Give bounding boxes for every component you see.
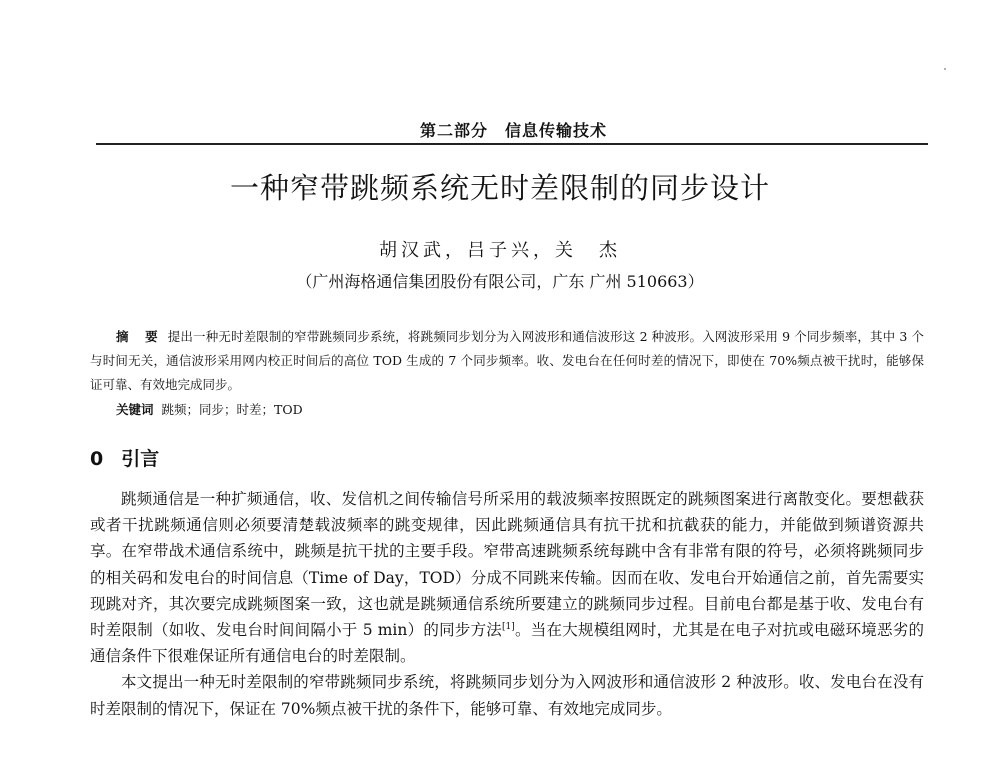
author-affiliation: （广州海格通信集团股份有限公司，广东 广州 510663） xyxy=(296,272,704,291)
paragraph-1-text-a: 跳频通信是一种扩频通信，收、发信机之间传输信号所采用的载波频率按照既定的跳频图案进行离散变化。要想截获或者干扰跳频通信则必须要清楚载波频率的跳变规律，因此跳频通信具有抗干扰和抗截获的能力，并能做到频谱资源共享。在窄带战术通信系统中，跳频是抗干扰的主要手段。窄带高速跳频系统每跳中含有非常有限的符号，必须将跳频同步的相关码和发电台的时间信息（Time of Day，TOD）分成不同跳来传输。因而在收、发电台开始通信之前，首先需要实现跳对齐，其次要完成跳频图案一致，这也就是跳频通信系统所要建立的跳频同步过程。目前电台都是基于收、发电台有时差限制（如收、发电台时间间隔小于 5 min）的同步方法 xyxy=(90,490,924,640)
body-text xyxy=(90,486,924,722)
body-paragraph-2: 本文提出一种无时差限制的窄带跳频同步系统，将跳频同步划分为入网波形和通信波形 2 种波形。收、发电台在没有时差限制的情况下，保证在 70%频点被干扰的条件下，能够可靠、有效地完成同步。 xyxy=(90,673,924,718)
header-rule xyxy=(96,143,928,145)
keywords-block xyxy=(116,398,303,422)
running-section-header: 第二部分 信息传输技术 xyxy=(420,121,608,140)
author-list: 胡汉武，吕子兴，关 杰 xyxy=(379,240,621,261)
keywords-text: 跳频；同步；时差；TOD xyxy=(161,402,303,417)
keywords-label: 关键词 xyxy=(116,402,154,417)
section-number: 0 xyxy=(90,448,104,470)
abstract-block xyxy=(90,325,924,397)
paragraph-1-text-b: 。当在大规模组网时，尤其是在电子对抗或电磁环境恶劣的通信条件下很难保证所有通信电台的时差限制。 xyxy=(90,621,924,666)
body-paragraph-1 xyxy=(90,486,924,669)
abstract-label: 摘 要 xyxy=(116,329,164,344)
section-heading xyxy=(90,444,159,471)
scan-speck xyxy=(944,68,946,70)
section-title: 引言 xyxy=(121,448,160,470)
citation-ref: [1] xyxy=(502,621,515,632)
paper-title: 一种窄带跳频系统无时差限制的同步设计 xyxy=(229,171,770,205)
abstract-text: 提出一种无时差限制的窄带跳频同步系统，将跳频同步划分为入网波形和通信波形这 2 种波形。入网波形采用 9 个同步频率，其中 3 个与时间无关，通信波形采用网内校正时间后的高位 TOD 生成的 7 个同步频率。收、发电台在任何时差的情况下，即使在 70%频点被干扰时，能够保证可靠、有效地完成同步。 xyxy=(90,329,925,392)
